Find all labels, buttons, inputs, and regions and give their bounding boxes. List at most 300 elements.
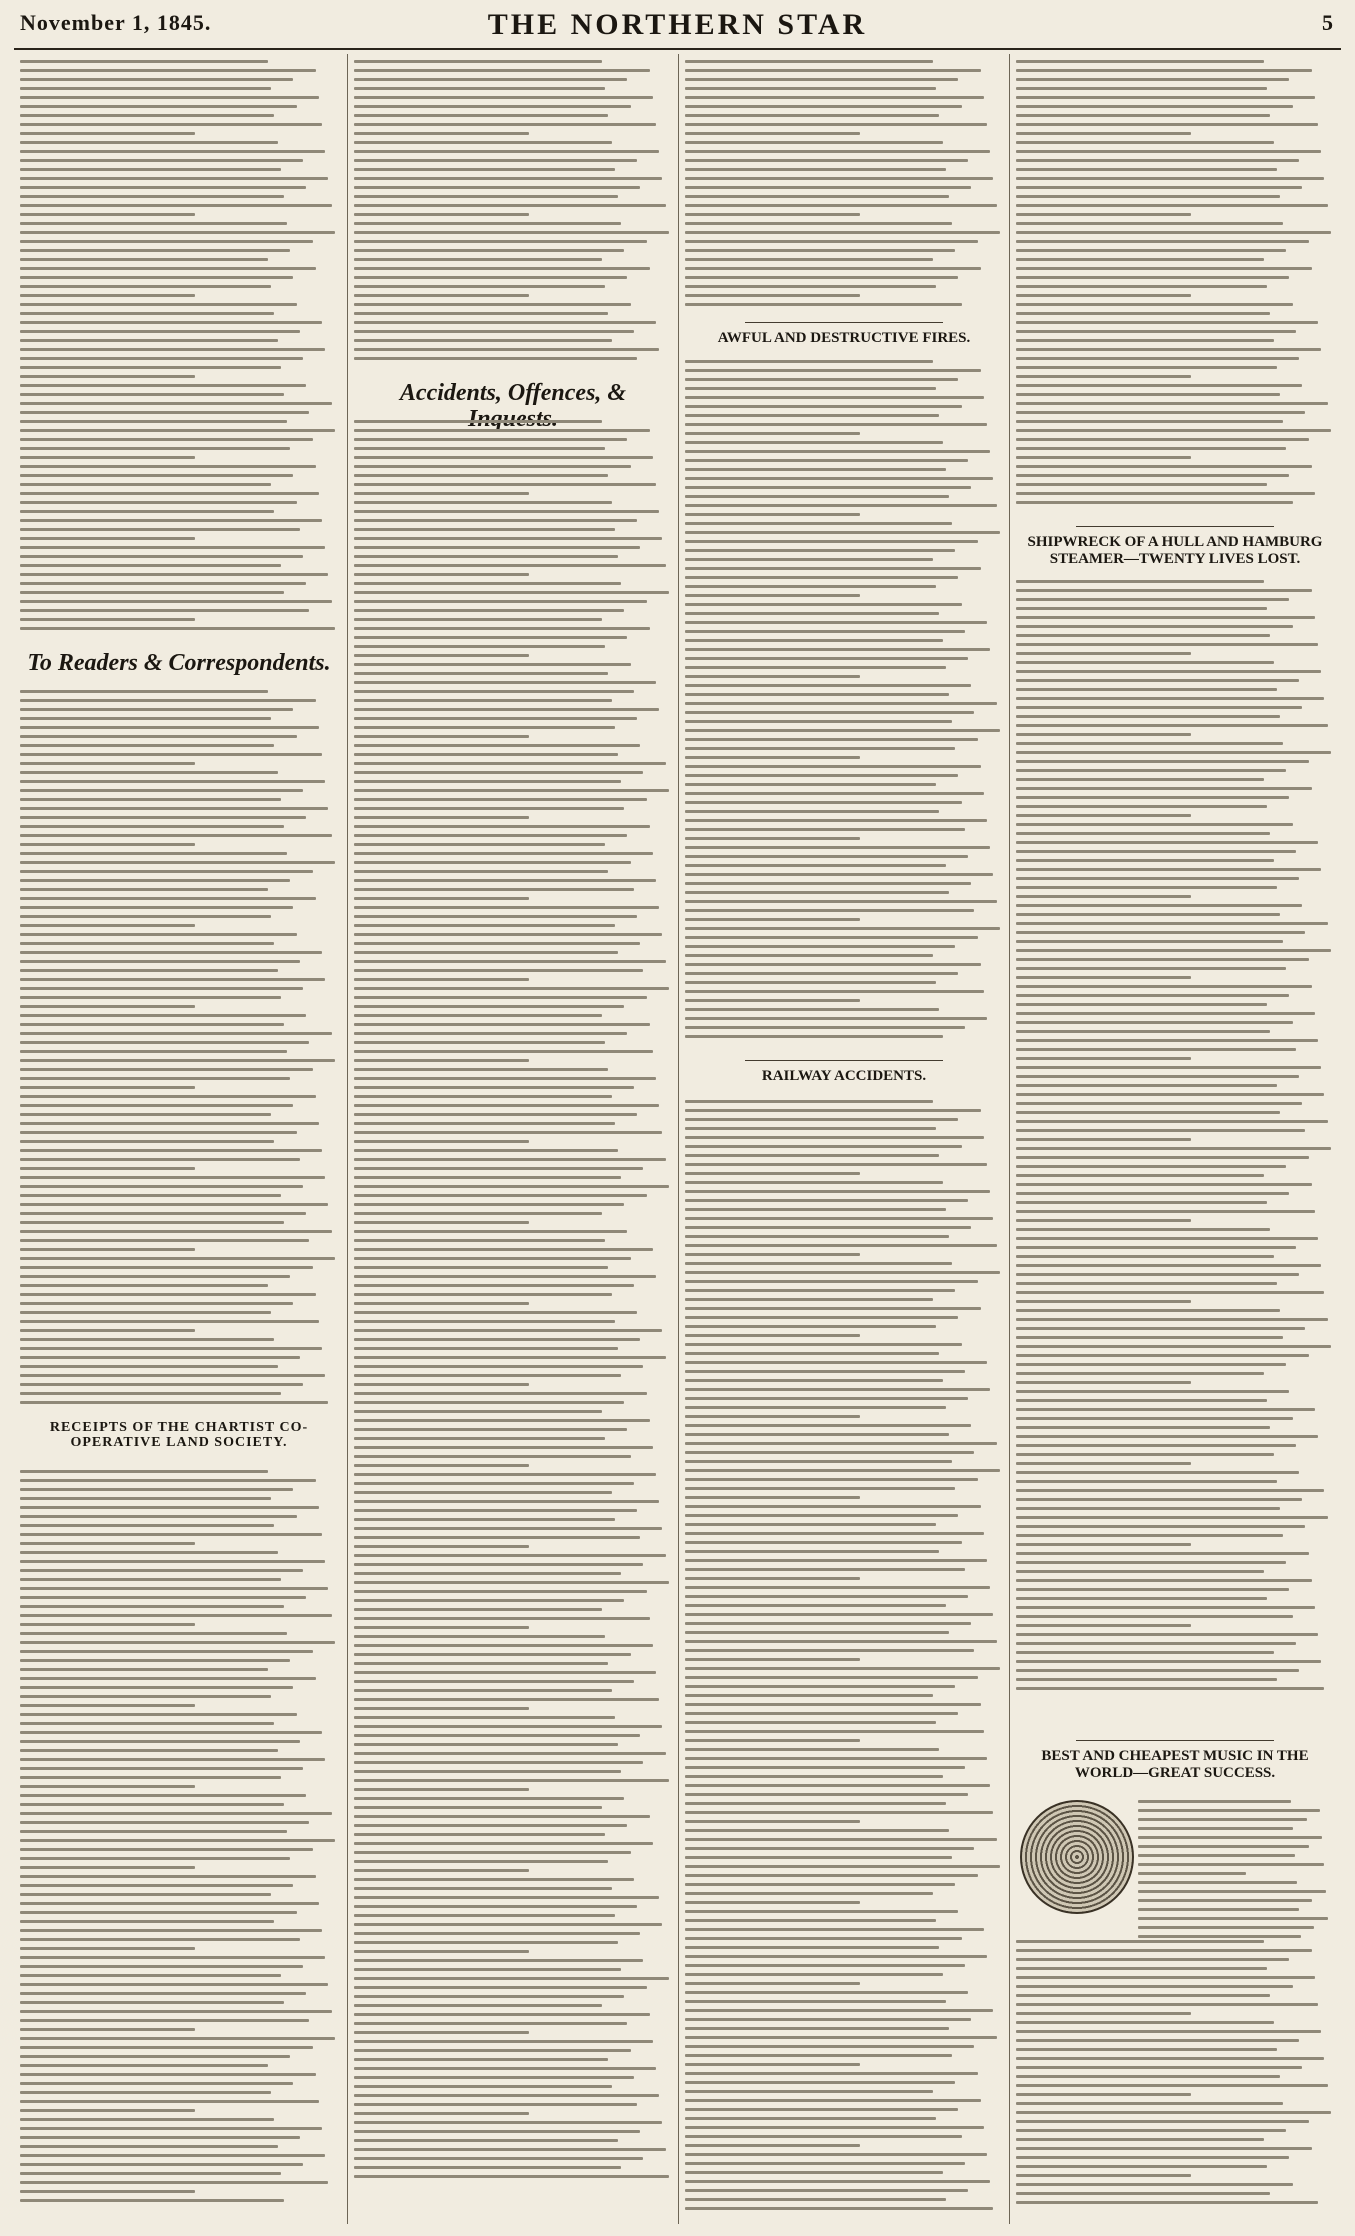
text-line-placeholder	[354, 996, 647, 999]
text-line-placeholder	[1016, 670, 1321, 673]
text-line-placeholder	[1016, 456, 1191, 459]
text-line-placeholder	[20, 1293, 316, 1296]
text-line-placeholder	[20, 1758, 325, 1761]
text-line-placeholder	[685, 369, 981, 372]
text-line-placeholder	[1016, 1111, 1280, 1114]
text-line-placeholder	[685, 96, 984, 99]
text-line-placeholder	[685, 621, 987, 624]
text-line-placeholder	[20, 771, 278, 774]
text-line-placeholder	[354, 150, 659, 153]
text-line-placeholder	[20, 2019, 309, 2022]
text-line-placeholder	[20, 1884, 293, 1887]
newspaper-page	[14, 8, 1341, 2228]
text-line-placeholder	[1016, 1021, 1293, 1024]
text-line-placeholder	[1016, 1003, 1267, 1006]
text-line-placeholder	[20, 2064, 268, 2067]
text-line-placeholder	[1016, 366, 1277, 369]
text-line-placeholder	[1016, 967, 1286, 970]
text-line-placeholder	[354, 717, 637, 720]
text-line-placeholder	[685, 1559, 987, 1562]
text-line-placeholder	[685, 468, 946, 471]
text-line-placeholder	[1016, 949, 1331, 952]
text-line-placeholder	[20, 1104, 293, 1107]
text-line-placeholder	[685, 918, 860, 921]
text-line-placeholder	[20, 393, 284, 396]
text-line-placeholder	[354, 555, 618, 558]
text-line-placeholder	[685, 738, 978, 741]
text-line-placeholder	[685, 1586, 990, 1589]
text-line-placeholder	[354, 2067, 656, 2070]
column-3	[685, 60, 1003, 2226]
text-line-placeholder	[685, 1208, 946, 1211]
text-line-placeholder	[1016, 1291, 1324, 1294]
text-line-placeholder	[354, 645, 605, 648]
text-line-placeholder	[1016, 150, 1321, 153]
text-line-placeholder	[1016, 2147, 1312, 2150]
text-line-placeholder	[354, 1536, 640, 1539]
text-line-placeholder	[1016, 1498, 1302, 1501]
text-line-placeholder	[20, 2199, 284, 2202]
text-line-placeholder	[20, 969, 278, 972]
text-line-placeholder	[20, 726, 319, 729]
text-line-placeholder	[20, 303, 297, 306]
text-line-placeholder	[1016, 186, 1302, 189]
text-line-placeholder	[685, 1235, 949, 1238]
text-line-placeholder	[20, 879, 290, 882]
text-line-placeholder	[354, 60, 602, 63]
text-line-placeholder	[354, 231, 669, 234]
text-line-placeholder	[20, 951, 322, 954]
text-line-placeholder	[20, 429, 335, 432]
text-line-placeholder	[685, 639, 943, 642]
text-line-placeholder	[354, 294, 529, 297]
text-block	[1016, 60, 1334, 510]
text-line-placeholder	[1016, 1084, 1277, 1087]
text-line-placeholder	[685, 423, 987, 426]
text-line-placeholder	[20, 1569, 303, 1572]
text-line-placeholder	[1016, 2021, 1274, 2024]
text-line-placeholder	[685, 303, 962, 306]
text-line-placeholder	[685, 114, 939, 117]
text-line-placeholder	[1016, 1264, 1321, 1267]
text-line-placeholder	[685, 378, 958, 381]
text-line-placeholder	[354, 618, 602, 621]
text-line-placeholder	[1016, 2039, 1299, 2042]
text-line-placeholder	[1016, 913, 1280, 916]
text-line-placeholder	[1016, 688, 1277, 691]
text-line-placeholder	[1016, 2057, 1324, 2060]
text-line-placeholder	[1016, 1066, 1321, 1069]
text-line-placeholder	[354, 1365, 643, 1368]
text-line-placeholder	[354, 546, 640, 549]
text-line-placeholder	[685, 693, 949, 696]
text-line-placeholder	[354, 1446, 653, 1449]
text-line-placeholder	[685, 1667, 1000, 1670]
text-line-placeholder	[20, 375, 195, 378]
text-line-placeholder	[1138, 1818, 1307, 1821]
text-line-placeholder	[1138, 1854, 1295, 1857]
text-line-placeholder	[1016, 823, 1293, 826]
text-line-placeholder	[354, 1950, 529, 1953]
text-line-placeholder	[685, 1109, 981, 1112]
text-line-placeholder	[685, 1262, 952, 1265]
text-line-placeholder	[1016, 195, 1280, 198]
text-line-placeholder	[354, 1455, 631, 1458]
text-line-placeholder	[1016, 1399, 1267, 1402]
text-line-placeholder	[20, 1068, 313, 1071]
text-line-placeholder	[20, 1266, 313, 1269]
text-line-placeholder	[1016, 1237, 1318, 1240]
text-line-placeholder	[354, 1113, 637, 1116]
text-line-placeholder	[20, 753, 322, 756]
text-line-placeholder	[20, 1248, 195, 1251]
text-line-placeholder	[1138, 1863, 1324, 1866]
text-line-placeholder	[354, 357, 637, 360]
text-line-placeholder	[354, 2130, 640, 2133]
text-line-placeholder	[354, 1509, 637, 1512]
text-line-placeholder	[685, 1703, 981, 1706]
text-line-placeholder	[1016, 985, 1312, 988]
text-line-placeholder	[20, 1338, 274, 1341]
text-line-placeholder	[20, 1623, 195, 1626]
text-line-placeholder	[20, 1821, 309, 1824]
text-line-placeholder	[20, 1965, 303, 1968]
text-line-placeholder	[354, 438, 627, 441]
text-line-placeholder	[685, 567, 981, 570]
text-line-placeholder	[354, 1932, 640, 1935]
text-line-placeholder	[685, 828, 965, 831]
text-line-placeholder	[685, 60, 933, 63]
text-line-placeholder	[1016, 940, 1283, 943]
divider	[745, 1060, 943, 1061]
text-line-placeholder	[20, 564, 281, 567]
text-line-placeholder	[1016, 1147, 1331, 1150]
text-line-placeholder	[1016, 393, 1280, 396]
text-line-placeholder	[20, 1329, 195, 1332]
text-line-placeholder	[354, 1986, 647, 1989]
text-line-placeholder	[354, 1095, 612, 1098]
text-line-placeholder	[1016, 1976, 1315, 1979]
text-line-placeholder	[685, 1946, 939, 1949]
masthead-title: THE NORTHERN STAR	[487, 8, 868, 41]
text-line-placeholder	[354, 1644, 653, 1647]
text-line-placeholder	[354, 1230, 627, 1233]
text-line-placeholder	[20, 1731, 322, 1734]
text-line-placeholder	[1016, 841, 1318, 844]
text-line-placeholder	[354, 1131, 662, 1134]
text-line-placeholder	[685, 1361, 987, 1364]
text-line-placeholder	[685, 1640, 997, 1643]
text-line-placeholder	[685, 522, 952, 525]
text-line-placeholder	[685, 684, 971, 687]
text-line-placeholder	[20, 1059, 335, 1062]
text-line-placeholder	[685, 1298, 933, 1301]
text-line-placeholder	[685, 1163, 987, 1166]
text-line-placeholder	[1016, 778, 1264, 781]
text-line-placeholder	[1016, 1543, 1191, 1546]
text-line-placeholder	[354, 447, 605, 450]
text-line-placeholder	[20, 618, 195, 621]
text-line-placeholder	[685, 558, 933, 561]
text-line-placeholder	[1016, 751, 1331, 754]
divider	[1076, 1740, 1274, 1741]
text-line-placeholder	[685, 1532, 984, 1535]
text-line-placeholder	[685, 576, 958, 579]
text-line-placeholder	[354, 834, 627, 837]
text-line-placeholder	[20, 933, 297, 936]
text-line-placeholder	[1016, 294, 1191, 297]
text-line-placeholder	[1016, 1354, 1309, 1357]
text-line-placeholder	[354, 321, 656, 324]
text-line-placeholder	[354, 258, 602, 261]
text-line-placeholder	[20, 1614, 332, 1617]
text-line-placeholder	[1016, 697, 1324, 700]
text-line-placeholder	[20, 474, 293, 477]
text-line-placeholder	[20, 420, 287, 423]
text-line-placeholder	[685, 2153, 987, 2156]
text-line-placeholder	[354, 726, 615, 729]
text-line-placeholder	[354, 1860, 608, 1863]
text-line-placeholder	[1016, 69, 1312, 72]
text-line-placeholder	[1016, 420, 1283, 423]
text-line-placeholder	[20, 276, 293, 279]
text-line-placeholder	[685, 756, 860, 759]
text-line-placeholder	[1138, 1809, 1320, 1812]
text-line-placeholder	[1016, 1372, 1264, 1375]
text-line-placeholder	[685, 954, 933, 957]
text-line-placeholder	[354, 537, 662, 540]
text-line-placeholder	[685, 990, 984, 993]
text-line-placeholder	[354, 2076, 634, 2079]
text-line-placeholder	[354, 519, 637, 522]
text-line-placeholder	[1016, 1660, 1321, 1663]
text-line-placeholder	[685, 1181, 943, 1184]
text-block	[685, 360, 1003, 1044]
text-line-placeholder	[354, 2004, 602, 2007]
text-line-placeholder	[1016, 1057, 1191, 1060]
text-line-placeholder	[354, 2157, 643, 2160]
text-line-placeholder	[20, 1497, 271, 1500]
text-line-placeholder	[1016, 60, 1264, 63]
text-line-placeholder	[1016, 276, 1289, 279]
text-line-placeholder	[1016, 2102, 1283, 2105]
text-line-placeholder	[20, 483, 271, 486]
text-line-placeholder	[20, 1974, 281, 1977]
text-line-placeholder	[1016, 2138, 1264, 2141]
text-line-placeholder	[20, 1857, 290, 1860]
text-line-placeholder	[354, 213, 529, 216]
text-line-placeholder	[1016, 1336, 1283, 1339]
text-line-placeholder	[1016, 1570, 1264, 1573]
text-line-placeholder	[354, 1707, 529, 1710]
text-line-placeholder	[20, 2163, 303, 2166]
text-line-placeholder	[20, 438, 313, 441]
section-heading-shipwreck: SHIPWRECK OF A HULL AND HAMBURG STEAMER—TWENTY LIVES LOST.	[1027, 534, 1323, 567]
text-line-placeholder	[685, 1154, 939, 1157]
text-line-placeholder	[354, 1383, 529, 1386]
text-line-placeholder	[354, 663, 631, 666]
text-line-placeholder	[20, 1992, 306, 1995]
text-line-placeholder	[1016, 733, 1191, 736]
text-line-placeholder	[1016, 580, 1264, 583]
text-line-placeholder	[1016, 1030, 1270, 1033]
text-line-placeholder	[20, 906, 293, 909]
text-line-placeholder	[1016, 1174, 1264, 1177]
text-line-placeholder	[20, 1866, 195, 1869]
text-line-placeholder	[685, 2009, 993, 2012]
text-line-placeholder	[354, 339, 612, 342]
text-line-placeholder	[685, 1244, 997, 1247]
text-line-placeholder	[20, 2172, 281, 2175]
text-line-placeholder	[354, 276, 627, 279]
text-line-placeholder	[20, 60, 268, 63]
text-line-placeholder	[354, 177, 662, 180]
text-line-placeholder	[685, 1622, 971, 1625]
text-line-placeholder	[20, 1920, 274, 1923]
text-line-placeholder	[20, 69, 316, 72]
text-line-placeholder	[354, 1338, 640, 1341]
text-line-placeholder	[685, 2135, 962, 2138]
text-line-placeholder	[354, 627, 650, 630]
text-line-placeholder	[354, 1140, 529, 1143]
text-line-placeholder	[20, 1983, 328, 1986]
text-line-placeholder	[20, 1947, 195, 1950]
text-line-placeholder	[20, 1392, 281, 1395]
text-line-placeholder	[354, 2058, 608, 2061]
text-line-placeholder	[20, 339, 278, 342]
text-line-placeholder	[1016, 2066, 1302, 2069]
text-line-placeholder	[1016, 2120, 1309, 2123]
text-line-placeholder	[685, 360, 933, 363]
column-rule	[678, 54, 679, 2224]
text-line-placeholder	[685, 1811, 993, 1814]
text-line-placeholder	[1016, 1246, 1296, 1249]
text-line-placeholder	[354, 2112, 529, 2115]
text-line-placeholder	[354, 2013, 650, 2016]
text-line-placeholder	[685, 675, 860, 678]
text-line-placeholder	[1016, 105, 1293, 108]
text-line-placeholder	[685, 2108, 958, 2111]
text-line-placeholder	[1016, 1435, 1318, 1438]
text-line-placeholder	[20, 267, 316, 270]
text-line-placeholder	[685, 1649, 974, 1652]
text-line-placeholder	[685, 702, 997, 705]
text-line-placeholder	[1016, 1507, 1280, 1510]
text-line-placeholder	[20, 231, 335, 234]
text-line-placeholder	[20, 1257, 335, 1260]
text-line-placeholder	[354, 474, 608, 477]
text-line-placeholder	[20, 852, 287, 855]
text-line-placeholder	[354, 699, 612, 702]
text-line-placeholder	[20, 411, 309, 414]
text-line-placeholder	[354, 888, 634, 891]
text-line-placeholder	[354, 1491, 612, 1494]
text-line-placeholder	[20, 1506, 319, 1509]
text-line-placeholder	[685, 1514, 958, 1517]
text-line-placeholder	[1016, 1417, 1293, 1420]
text-line-placeholder	[685, 720, 952, 723]
text-line-placeholder	[354, 1905, 637, 1908]
text-line-placeholder	[354, 654, 529, 657]
text-line-placeholder	[685, 1964, 965, 1967]
text-line-placeholder	[354, 2085, 612, 2088]
text-line-placeholder	[1138, 1917, 1328, 1920]
text-line-placeholder	[20, 1005, 195, 1008]
text-line-placeholder	[1138, 1890, 1326, 1893]
text-line-placeholder	[685, 909, 974, 912]
text-line-placeholder	[20, 150, 325, 153]
text-line-placeholder	[685, 222, 952, 225]
text-line-placeholder	[20, 2046, 313, 2049]
text-line-placeholder	[354, 510, 659, 513]
text-line-placeholder	[685, 1685, 955, 1688]
text-line-placeholder	[20, 1320, 319, 1323]
text-line-placeholder	[354, 1419, 650, 1422]
text-line-placeholder	[685, 1838, 997, 1841]
text-line-placeholder	[685, 1604, 946, 1607]
text-line-placeholder	[20, 1365, 278, 1368]
text-line-placeholder	[685, 1631, 949, 1634]
text-line-placeholder	[354, 1806, 602, 1809]
text-line-placeholder	[20, 249, 290, 252]
text-line-placeholder	[20, 1401, 328, 1404]
text-line-placeholder	[1016, 1381, 1191, 1384]
text-line-placeholder	[20, 1875, 316, 1878]
text-line-placeholder	[354, 1293, 612, 1296]
text-line-placeholder	[354, 1149, 618, 1152]
text-line-placeholder	[20, 1149, 322, 1152]
text-line-placeholder	[685, 1226, 971, 1229]
text-line-placeholder	[1016, 411, 1305, 414]
text-line-placeholder	[354, 249, 624, 252]
text-line-placeholder	[354, 1878, 634, 1881]
text-line-placeholder	[685, 2126, 984, 2129]
text-line-placeholder	[354, 1176, 621, 1179]
text-line-placeholder	[20, 1239, 309, 1242]
text-line-placeholder	[685, 2063, 860, 2066]
text-line-placeholder	[354, 1869, 529, 1872]
text-line-placeholder	[354, 1275, 656, 1278]
text-line-placeholder	[20, 1650, 313, 1653]
text-line-placeholder	[20, 555, 303, 558]
text-line-placeholder	[1016, 357, 1299, 360]
text-line-placeholder	[20, 1776, 281, 1779]
text-block	[20, 690, 338, 1410]
text-line-placeholder	[20, 366, 281, 369]
text-line-placeholder	[1016, 1138, 1191, 1141]
text-line-placeholder	[1016, 1192, 1289, 1195]
text-line-placeholder	[685, 459, 968, 462]
text-line-placeholder	[685, 2144, 860, 2147]
text-line-placeholder	[1016, 859, 1274, 862]
text-line-placeholder	[354, 1770, 621, 1773]
receipts-table	[20, 1470, 338, 2208]
text-line-placeholder	[685, 1523, 936, 1526]
text-line-placeholder	[685, 2117, 936, 2120]
text-line-placeholder	[354, 87, 605, 90]
text-line-placeholder	[354, 690, 634, 693]
text-line-placeholder	[20, 843, 195, 846]
text-line-placeholder	[1016, 1282, 1277, 1285]
text-line-placeholder	[354, 420, 602, 423]
text-line-placeholder	[20, 1014, 306, 1017]
text-line-placeholder	[354, 1239, 605, 1242]
text-line-placeholder	[354, 1842, 653, 1845]
text-line-placeholder	[354, 1437, 605, 1440]
text-line-placeholder	[354, 1104, 659, 1107]
text-block	[354, 420, 672, 2184]
text-line-placeholder	[354, 1302, 529, 1305]
